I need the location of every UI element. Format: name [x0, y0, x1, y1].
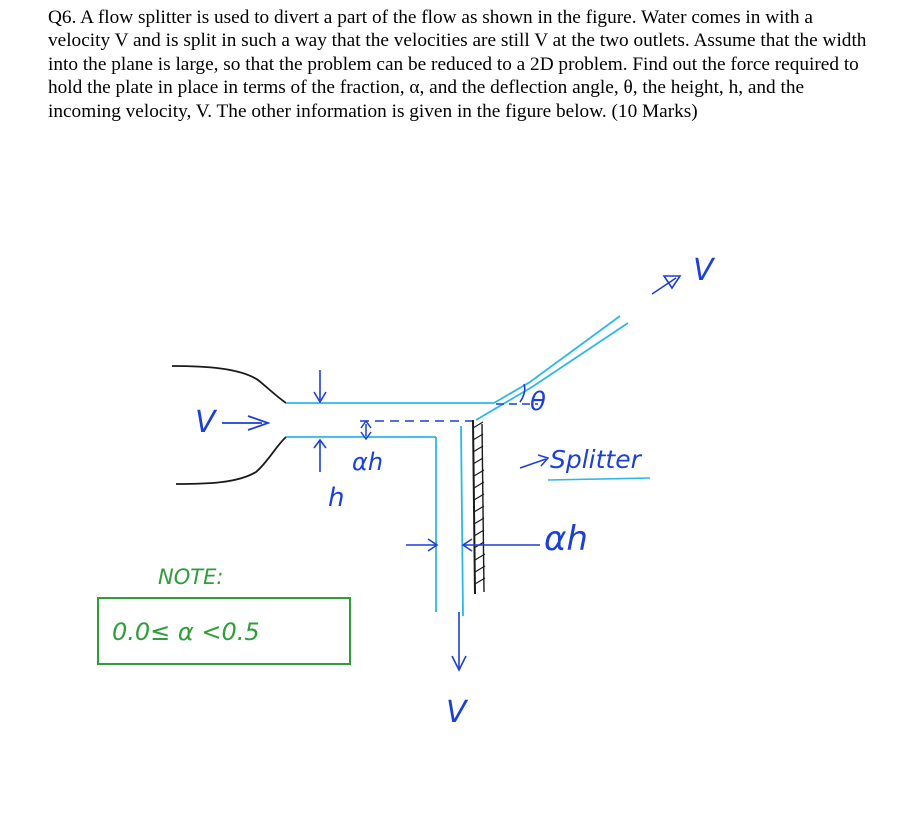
note-title: NOTE: — [158, 565, 224, 589]
angle-label: θ — [530, 387, 546, 417]
splitter-pointer-shaft — [520, 459, 546, 468]
note-text: 0.0≤ α <0.5 — [112, 618, 260, 646]
nozzle-bottom-wall — [176, 437, 286, 484]
nozzle-top-wall — [172, 366, 286, 403]
splitter-label: Splitter — [550, 445, 641, 474]
upper-stream-inner-edge — [476, 323, 628, 420]
splitter-underline — [548, 478, 650, 480]
upper-stream-outer-edge — [494, 316, 620, 403]
upper-velocity-arrowhead — [664, 276, 680, 288]
lower-stream-right-edge — [461, 426, 463, 616]
inlet-velocity-label: V — [195, 405, 216, 440]
question-text: Q6. A flow splitter is used to divert a part of the flow as shown in the figure. Water comes in with a velocity V and is split in such a way that the velocities are still V at the two outlets. Assume that the width into the plane is large, so that the problem can be reduced to a 2D problem. Find out the force required to hold the plate in place in terms of the fraction, α, and the deflection angle, θ, the height, h, and the incoming velocity, V. The other information is given in the figure below. (10 Marks) — [48, 7, 867, 122]
lower-outlet-velocity-label: V — [446, 695, 467, 730]
lower-stream-height-label: αh — [352, 448, 384, 476]
right-stream-height-label: αh — [544, 519, 588, 559]
upper-outlet-velocity-label: V — [693, 253, 714, 288]
splitter-plate — [473, 420, 475, 594]
inlet-height-label: h — [328, 483, 345, 513]
